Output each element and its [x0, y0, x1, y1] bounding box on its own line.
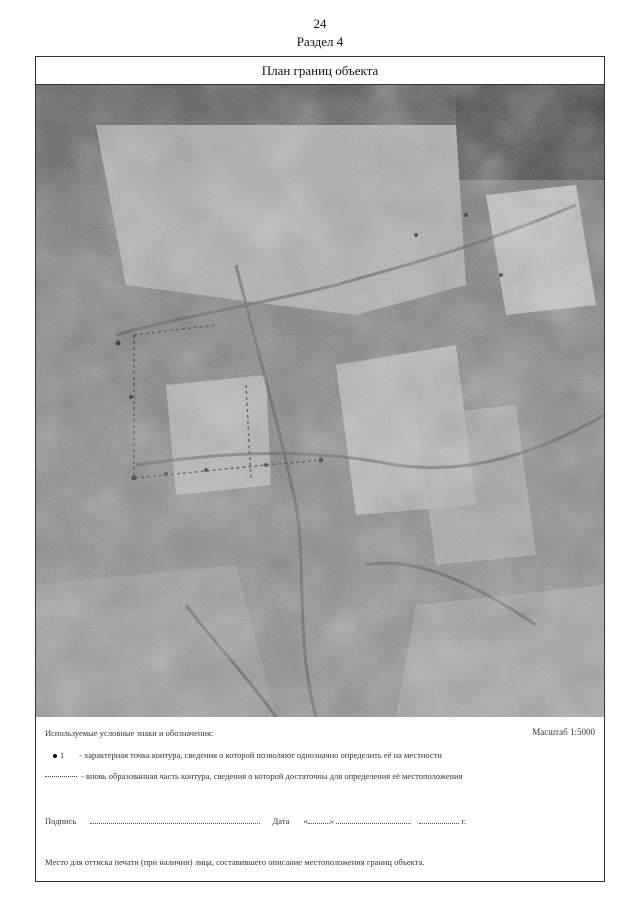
scale-label: Масштаб 1:5000	[532, 727, 595, 737]
date-day-field[interactable]	[308, 815, 330, 824]
section-title: Раздел 4	[296, 34, 344, 49]
dotted-line-icon	[45, 771, 77, 777]
legend-line-row	[45, 771, 581, 781]
legend-point-row	[45, 750, 442, 760]
point-description: - характерная точка контура, сведения о которой позволяют однозначно определить её на местности	[79, 750, 442, 760]
form-frame	[35, 56, 605, 882]
signature-field[interactable]	[90, 815, 260, 824]
plan-title: План границ объекта	[36, 57, 604, 85]
aerial-photo	[36, 85, 604, 717]
date-year-field[interactable]	[419, 815, 459, 824]
date-label: Дата	[272, 816, 290, 826]
aerial-map	[36, 85, 604, 717]
point-dot-icon	[53, 754, 57, 758]
date-quote-close: »	[329, 816, 335, 826]
legend-header: Используемые условные знаки и обозначения:	[45, 728, 214, 738]
signature-row	[45, 815, 466, 826]
date-month-field[interactable]	[336, 815, 411, 824]
page-number: 24	[313, 16, 327, 31]
line-description: - вновь образованная часть контура, сведения о которой достаточны для определения её местоположения	[81, 771, 463, 781]
signature-label: Подпись	[45, 816, 77, 826]
date-quote-open: «	[303, 816, 308, 826]
point-number: 1	[60, 750, 65, 760]
stamp-place-text: Место для оттиска печати (при наличии) лица, составившего описание местоположения границ объекта.	[45, 857, 425, 867]
point-symbol	[45, 750, 77, 760]
year-suffix: г.	[461, 816, 467, 826]
